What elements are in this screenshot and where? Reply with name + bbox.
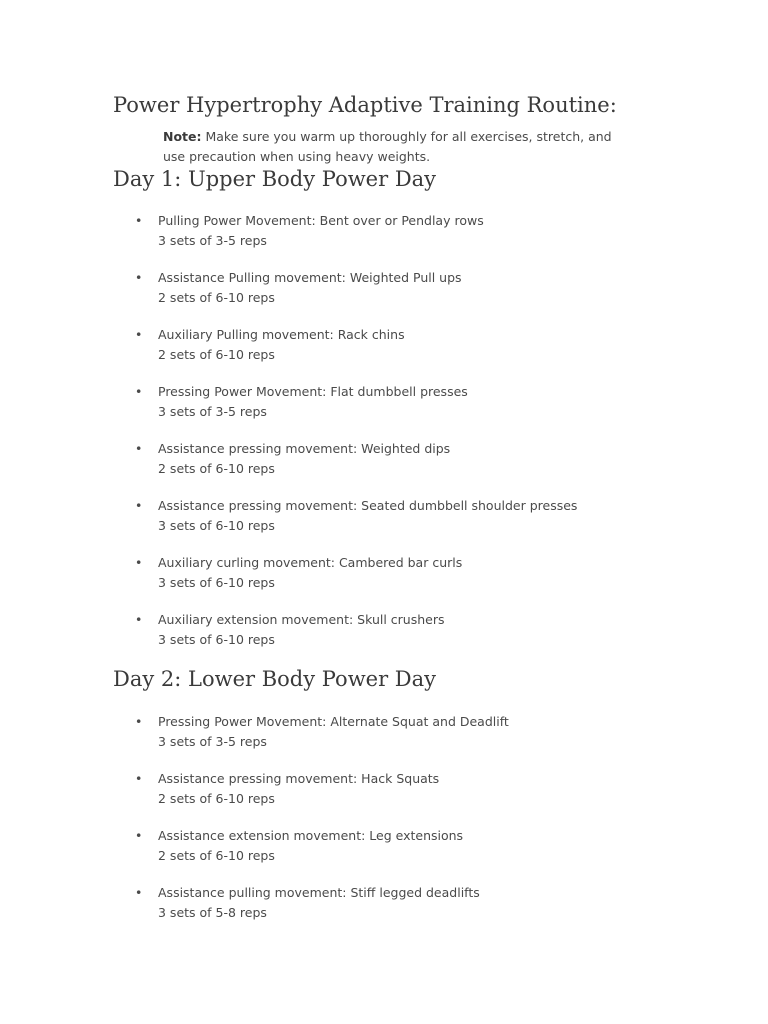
bullet-icon: • (135, 441, 143, 456)
bullet-icon: • (135, 612, 143, 627)
exercise-name: Auxiliary Pulling movement: Rack chins (158, 327, 405, 342)
bullet-icon: • (135, 714, 143, 729)
exercise-name: Auxiliary curling movement: Cambered bar curls (158, 555, 463, 570)
bullet-icon: • (135, 384, 143, 399)
exercise-sets: 3 sets of 6-10 reps (158, 518, 275, 533)
exercise-sets: 2 sets of 6-10 reps (158, 290, 275, 305)
bullet-icon: • (135, 555, 143, 570)
exercise-name: Assistance pulling movement: Stiff legged deadlifts (158, 885, 480, 900)
warmup-note (163, 127, 623, 167)
note-text: Make sure you warm up thoroughly for all exercises, stretch, and use precaution when using heavy weights. (163, 129, 612, 164)
exercise-name: Pulling Power Movement: Bent over or Pendlay rows (158, 213, 484, 228)
day-2-heading: Day 2: Lower Body Power Day (113, 667, 437, 691)
bullet-icon: • (135, 327, 143, 342)
bullet-icon: • (135, 498, 143, 513)
exercise-sets: 3 sets of 6-10 reps (158, 575, 275, 590)
exercise-sets: 2 sets of 6-10 reps (158, 848, 275, 863)
exercise-sets: 2 sets of 6-10 reps (158, 461, 275, 476)
exercise-sets: 3 sets of 3-5 reps (158, 734, 267, 749)
exercise-name: Assistance extension movement: Leg extensions (158, 828, 464, 843)
bullet-icon: • (135, 270, 143, 285)
exercise-sets: 3 sets of 3-5 reps (158, 233, 267, 248)
day-1-heading: Day 1: Upper Body Power Day (113, 167, 437, 191)
exercise-name: Auxiliary extension movement: Skull crushers (158, 612, 445, 627)
exercise-name: Pressing Power Movement: Alternate Squat and Deadlift (158, 714, 509, 729)
document-title: Power Hypertrophy Adaptive Training Routine: (113, 93, 617, 117)
exercise-name: Pressing Power Movement: Flat dumbbell presses (158, 384, 468, 399)
exercise-sets: 3 sets of 3-5 reps (158, 404, 267, 419)
exercise-sets: 3 sets of 6-10 reps (158, 632, 275, 647)
note-label: Note: (163, 129, 202, 144)
exercise-sets: 3 sets of 5-8 reps (158, 905, 267, 920)
bullet-icon: • (135, 771, 143, 786)
exercise-sets: 2 sets of 6-10 reps (158, 791, 275, 806)
exercise-name: Assistance pressing movement: Seated dumbbell shoulder presses (158, 498, 578, 513)
bullet-icon: • (135, 885, 143, 900)
exercise-name: Assistance pressing movement: Weighted dips (158, 441, 451, 456)
exercise-sets: 2 sets of 6-10 reps (158, 347, 275, 362)
bullet-icon: • (135, 828, 143, 843)
exercise-name: Assistance Pulling movement: Weighted Pull ups (158, 270, 462, 285)
bullet-icon: • (135, 213, 143, 228)
exercise-name: Assistance pressing movement: Hack Squats (158, 771, 440, 786)
